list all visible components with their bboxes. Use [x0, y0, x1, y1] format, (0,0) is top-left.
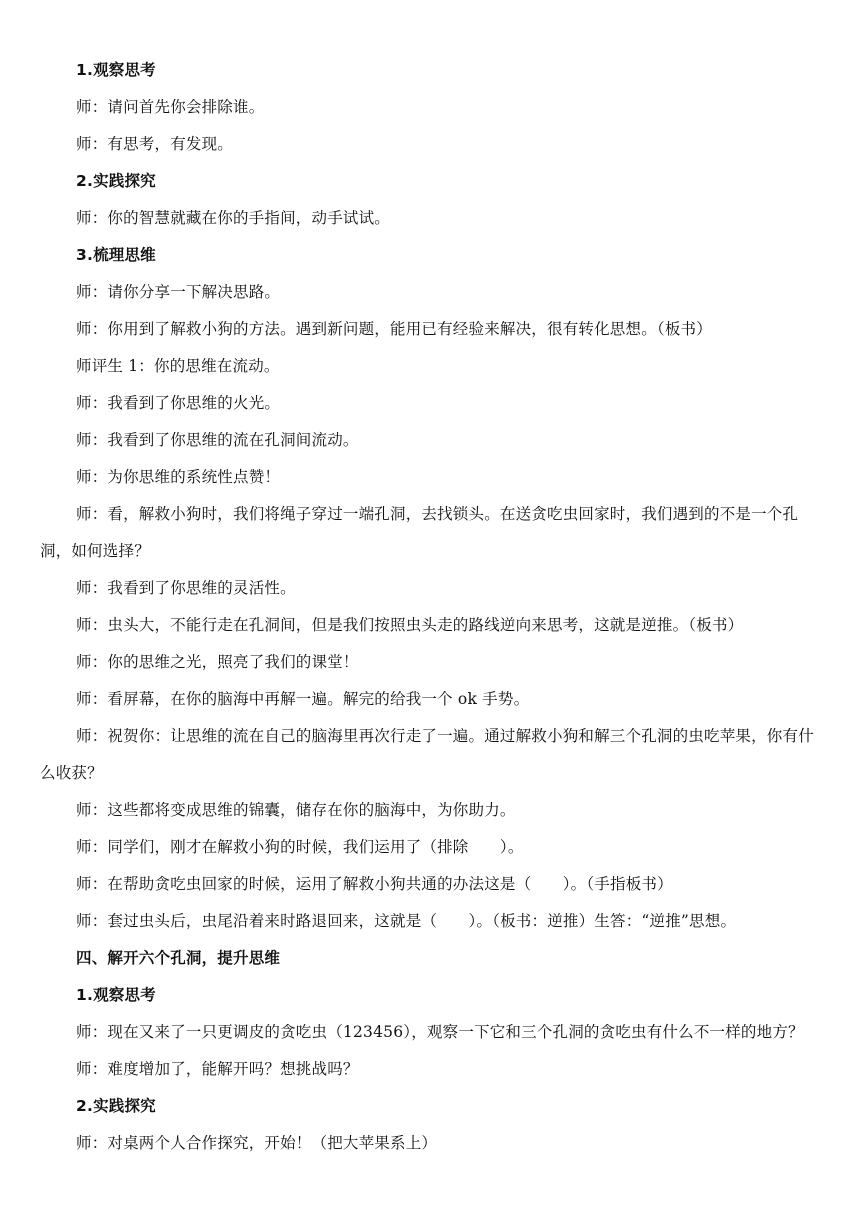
- paragraph-line: 师：我看到了你思维的流在孔洞间流动。: [76, 431, 359, 449]
- paragraph-line: 师：有思考，有发现。: [76, 135, 234, 153]
- section-heading: 1.观察思考: [76, 61, 156, 79]
- paragraph-line: 师：我看到了你思维的火光。: [76, 394, 281, 412]
- paragraph-line: 师：这些都将变成思维的锦囊，储存在你的脑海中，为你助力。: [76, 801, 516, 819]
- paragraph-line: 师：祝贺你：让思维的流在自己的脑海里再次行走了一遍。通过解救小狗和解三个孔洞的虫吃苹果，你有什么收获？: [40, 727, 814, 782]
- paragraph-line: 师评生 1：你的思维在流动。: [76, 357, 280, 375]
- section-heading: 四、解开六个孔洞，提升思维: [76, 949, 281, 967]
- paragraph-line: 师：在帮助贪吃虫回家的时候，运用了解救小狗共通的办法这是（ ）。（手指板书）: [76, 875, 673, 893]
- section-heading: 3.梳理思维: [76, 246, 156, 264]
- paragraph-line: 师：现在又来了一只更调皮的贪吃虫（123456），观察一下它和三个孔洞的贪吃虫有什么不一样的地方？: [76, 1023, 804, 1041]
- paragraph-line: 师：同学们，刚才在解救小狗的时候，我们运用了（排除 ）。: [76, 838, 524, 856]
- paragraph-line: 师：看，解救小狗时，我们将绳子穿过一端孔洞，去找锁头。在送贪吃虫回家时，我们遇到的不是一个孔洞，如何选择？: [40, 505, 799, 560]
- paragraph-line: 师：你用到了解救小狗的方法。遇到新问题，能用已有经验来解决，很有转化思想。（板书）: [76, 320, 712, 338]
- paragraph-line: 师：对桌两个人合作探究，开始！（把大苹果系上）: [76, 1134, 438, 1152]
- section-heading: 2.实践探究: [76, 172, 156, 190]
- document-body: [40, 52, 820, 1162]
- paragraph-line: 师：请你分享一下解决思路。: [76, 283, 281, 301]
- paragraph-line: 师：看屏幕，在你的脑海中再解一遍。解完的给我一个 ok 手势。: [76, 690, 530, 708]
- paragraph-line: 师：为你思维的系统性点赞！: [76, 468, 281, 486]
- paragraph-line: 师：套过虫头后，虫尾沿着来时路退回来，这就是（ ）。（板书：逆推）生答：“逆推”思想。: [76, 912, 737, 930]
- paragraph-line: 师：你的思维之光，照亮了我们的课堂！: [76, 653, 359, 671]
- section-heading: 1.观察思考: [76, 986, 156, 1004]
- paragraph-line: 师：虫头大，不能行走在孔洞间，但是我们按照虫头走的路线逆向来思考，这就是逆推。（板书）: [76, 616, 744, 634]
- paragraph-line: 师：难度增加了，能解开吗？想挑战吗？: [76, 1060, 359, 1078]
- paragraph-line: 师：你的智慧就藏在你的手指间，动手试试。: [76, 209, 391, 227]
- paragraph-line: 师：请问首先你会排除谁。: [76, 98, 265, 116]
- paragraph-line: 师：我看到了你思维的灵活性。: [76, 579, 296, 597]
- section-heading: 2.实践探究: [76, 1097, 156, 1115]
